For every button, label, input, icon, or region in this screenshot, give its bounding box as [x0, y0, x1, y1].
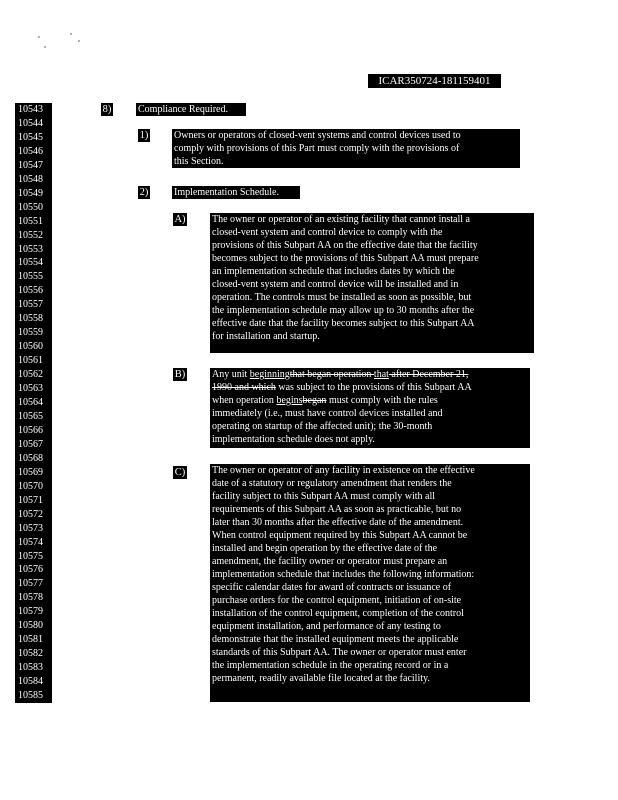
line-number: 10581 — [18, 634, 43, 646]
line-number: 10548 — [18, 173, 43, 185]
text-line: the implementation schedule in the operating record or in a — [212, 660, 449, 671]
text-line: an implementation schedule that includes dates by which the — [212, 266, 455, 277]
deleted-text: began — [302, 395, 327, 406]
line-number: 10551 — [18, 215, 43, 227]
line-number: 10544 — [18, 117, 43, 129]
text-line: provisions of this Subpart AA on the effective date that the facility — [212, 240, 478, 251]
line-number: 10567 — [18, 438, 43, 450]
text-line: amendment, the facility owner or operator must prepare an — [212, 556, 448, 567]
line-number: 10556 — [18, 285, 43, 297]
text-line: The owner or operator of any facility in existence on the effective — [212, 465, 475, 476]
line-number: 10568 — [18, 452, 43, 464]
subitem-a-marker: A) — [174, 214, 186, 225]
text-line: for installation and startup. — [212, 331, 320, 342]
text-line: effective date that the facility becomes subject to this Subpart AA — [212, 318, 475, 329]
line-number: 10563 — [18, 383, 43, 395]
line-number: 10580 — [18, 620, 43, 632]
text-line — [212, 394, 528, 407]
line-number: 10578 — [18, 592, 43, 604]
item-1-marker: 1) — [139, 130, 149, 141]
text-line: demonstrate that the installed equipment meets the applicable — [212, 634, 459, 645]
inserted-text: beginning — [249, 369, 290, 380]
text-line: date of a statutory or regulatory amendment that renders the — [212, 478, 452, 489]
line-number: 10566 — [18, 424, 43, 436]
line-number: 10582 — [18, 648, 43, 660]
plain-text: when operation — [212, 395, 277, 406]
text-line: installed and begin operation by the effective date of the — [212, 543, 438, 554]
item-2-heading: Implementation Schedule. — [172, 186, 300, 199]
item-2-marker: 2) — [139, 187, 149, 198]
line-number: 10564 — [18, 397, 43, 409]
text-line: this Section. — [174, 156, 224, 167]
line-number: 10555 — [18, 271, 43, 283]
line-number: 10543 — [18, 104, 43, 115]
deleted-text: after December 21, — [388, 369, 469, 380]
scan-speck — [70, 33, 72, 35]
inserted-text: that — [373, 369, 389, 380]
text-line: operating on startup of the affected unit); the 30-month — [212, 421, 433, 432]
text-line — [212, 381, 528, 394]
line-number: 10550 — [18, 201, 43, 213]
line-number: 10574 — [18, 536, 43, 548]
subitem-c-marker: C) — [174, 467, 186, 478]
line-number: 10576 — [18, 564, 43, 576]
line-number: 10549 — [18, 187, 43, 199]
text-line: closed-vent system and control device to comply with the — [212, 227, 443, 238]
line-number: 10561 — [18, 355, 43, 367]
line-number: 10573 — [18, 522, 43, 534]
text-line: requirements of this Subpart AA as soon as practicable, but no — [212, 504, 462, 515]
line-number: 10572 — [18, 508, 43, 520]
section-marker: 8) — [102, 104, 112, 115]
line-number: 10584 — [18, 676, 43, 688]
line-number: 10545 — [18, 131, 43, 143]
text-line: implementation schedule that includes the following information: — [212, 569, 475, 580]
text-line: becomes subject to the provisions of this Subpart AA must prepare — [212, 253, 479, 264]
text-line: closed-vent system and control device will be installed and in — [212, 279, 459, 290]
text-line: specific calendar dates for award of contracts or issuance of — [212, 582, 452, 593]
line-number: 10569 — [18, 466, 43, 478]
item-1-text — [172, 129, 520, 168]
plain-text: must comply with the rules — [326, 395, 438, 406]
line-number: 10577 — [18, 578, 43, 590]
line-number: 10559 — [18, 327, 43, 339]
text-line: the implementation schedule may allow up to 30 months after the — [212, 305, 475, 316]
text-line: The owner or operator of an existing facility that cannot install a — [212, 214, 470, 225]
line-number: 10558 — [18, 313, 43, 325]
section-heading: Compliance Required. — [136, 103, 246, 116]
scan-speck — [78, 40, 80, 42]
line-number: 10579 — [18, 606, 43, 618]
subitem-b-text — [210, 368, 530, 448]
scan-speck — [44, 46, 46, 48]
deleted-text: 1990 and which — [212, 382, 276, 393]
text-line: facility subject to this Subpart AA must comply with all — [212, 491, 436, 502]
line-number: 10565 — [18, 410, 43, 422]
subitem-c-text — [210, 464, 530, 702]
line-number: 10560 — [18, 341, 43, 353]
text-line: Owners or operators of closed-vent systems and control devices used to — [174, 130, 461, 141]
inserted-text: begins — [276, 395, 303, 406]
text-line: purchase orders for the control equipment, initiation of on-site — [212, 595, 462, 606]
text-line: comply with provisions of this Part must comply with the provisions of — [174, 143, 460, 154]
subitem-b-marker: B) — [174, 369, 186, 380]
scan-speck — [38, 36, 40, 38]
text-line: later than 30 months after the effective date of the amendment. — [212, 517, 464, 528]
line-number: 10553 — [18, 243, 43, 255]
text-line: operation. The controls must be installed as soon as possible, but — [212, 292, 472, 303]
subitem-a-text — [210, 213, 534, 353]
line-number: 10547 — [18, 159, 43, 171]
plain-text: Any unit — [212, 369, 250, 380]
line-number-column — [15, 103, 52, 703]
text-line: equipment installation, and performance of any testing to — [212, 621, 441, 632]
line-number: 10554 — [18, 257, 43, 269]
line-number: 10575 — [18, 550, 43, 562]
line-number: 10557 — [18, 299, 43, 311]
line-number: 10562 — [18, 369, 43, 381]
text-line: implementation schedule does not apply. — [212, 434, 375, 445]
line-number: 10570 — [18, 480, 43, 492]
text-line: permanent, readily available file located at the facility. — [212, 673, 430, 684]
line-number: 10571 — [18, 494, 43, 506]
line-number: 10552 — [18, 229, 43, 241]
document-id: ICAR350724-181159401 — [368, 74, 501, 88]
text-line — [212, 368, 528, 381]
line-number: 10585 — [18, 690, 43, 702]
text-line: standards of this Subpart AA. The owner or operator must enter — [212, 647, 467, 658]
text-line: immediately (i.e., must have control devices installed and — [212, 408, 443, 419]
deleted-text: that began operation — [289, 369, 374, 380]
line-number: 10583 — [18, 662, 43, 674]
plain-text: was subject to the provisions of this Subpart AA — [275, 382, 472, 393]
line-number: 10546 — [18, 145, 43, 157]
text-line: installation of the control equipment, completion of the control — [212, 608, 464, 619]
text-line: When control equipment required by this Subpart AA cannot be — [212, 530, 468, 541]
